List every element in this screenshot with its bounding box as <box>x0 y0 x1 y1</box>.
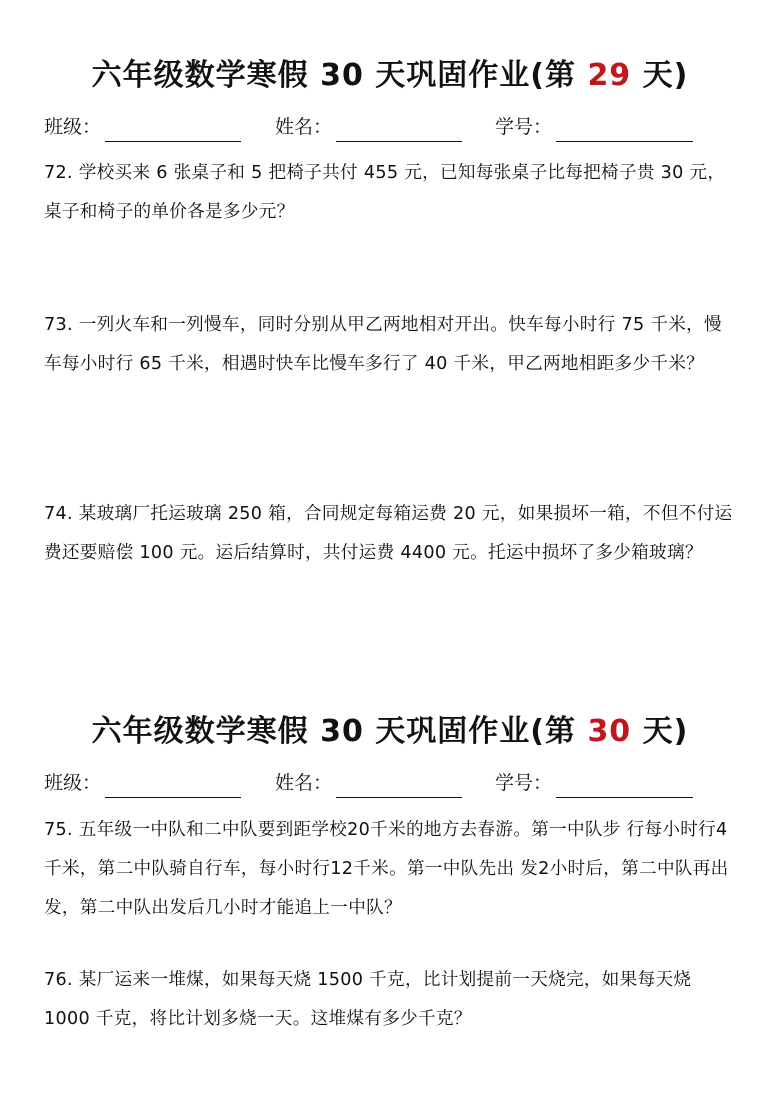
student-info-row <box>44 112 744 142</box>
student-id-label: 学号： <box>495 116 553 138</box>
name-blank[interactable] <box>336 119 462 142</box>
name-label: 姓名： <box>275 772 333 794</box>
sheet-title <box>0 712 780 752</box>
class-blank[interactable] <box>105 775 241 798</box>
title-text: 六年级数学寒假 30 天巩固作业(第 <box>91 714 588 749</box>
title-suffix: 天) <box>631 58 689 93</box>
class-label: 班级： <box>44 116 102 138</box>
class-label: 班级： <box>44 772 102 794</box>
student-id-blank[interactable] <box>556 775 693 798</box>
title-suffix: 天) <box>631 714 689 749</box>
question-74: 74. 某玻璃厂托运玻璃 250 箱，合同规定每箱运费 20 元，如果损坏一箱，不但不付运费还要赔偿 100 元。运后结算时，共付运费 4400 元。托运中损坏了多少箱玻璃？ <box>44 504 733 563</box>
sheet-title <box>0 56 780 96</box>
class-field <box>44 112 241 142</box>
name-label: 姓名： <box>275 116 333 138</box>
name-field <box>275 768 462 798</box>
student-id-field <box>495 112 693 142</box>
name-field <box>275 112 462 142</box>
student-id-field <box>495 768 693 798</box>
question-75: 75. 五年级一中队和二中队要到距学校20千米的地方去春游。第一中队步 行每小时行4千米，第二中队骑自行车，每小时行12千米。第一中队先出 发2小时后，第二中队再出发，第二中队出发后几小时才能追上一中队？ <box>44 820 729 918</box>
student-id-label: 学号： <box>495 772 553 794</box>
question-73: 73. 一列火车和一列慢车，同时分别从甲乙两地相对开出。快车每小时行 75 千米，慢车每小时行 65 千米，相遇时快车比慢车多行了 40 千米，甲乙两地相距多少千米？ <box>44 315 722 374</box>
title-text: 六年级数学寒假 30 天巩固作业(第 <box>91 58 588 93</box>
class-blank[interactable] <box>105 119 241 142</box>
student-info-row <box>44 768 744 798</box>
question-72: 72. 学校买来 6 张桌子和 5 把椅子共付 455 元，已知每张桌子比每把椅子贵 30 元，桌子和椅子的单价各是多少元？ <box>44 163 726 222</box>
question-76: 76. 某厂运来一堆煤，如果每天烧 1500 千克，比计划提前一天烧完，如果每天烧 1000 千克，将比计划多烧一天。这堆煤有多少千克？ <box>44 970 692 1029</box>
day-number: 29 <box>587 58 632 93</box>
name-blank[interactable] <box>336 775 462 798</box>
day-number: 30 <box>587 714 632 749</box>
student-id-blank[interactable] <box>556 119 693 142</box>
class-field <box>44 768 241 798</box>
